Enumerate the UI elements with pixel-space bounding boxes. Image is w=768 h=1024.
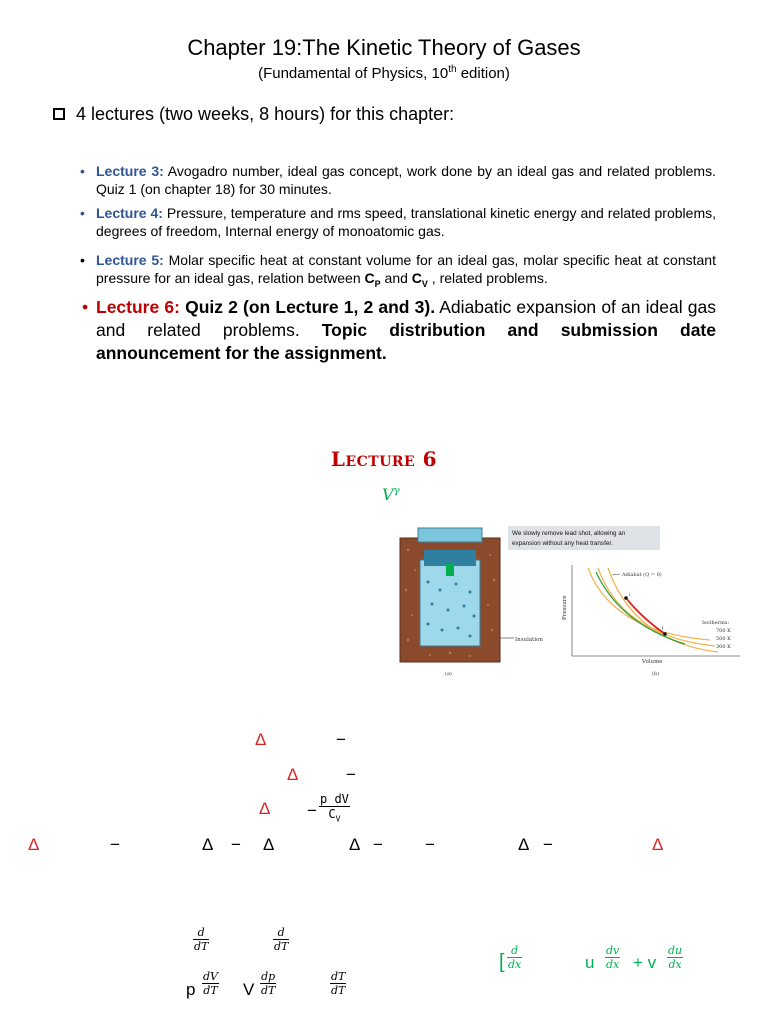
- lecture-item: [80, 162, 716, 198]
- bullet-icon: •: [80, 252, 85, 268]
- v-gamma-formula: $V^\gamma$: [382, 485, 400, 504]
- delta-symbol: Δ: [259, 799, 271, 818]
- delta-symbol: Δ: [652, 835, 664, 854]
- point-i: [624, 596, 628, 600]
- dv-over-dx: $\frac{dv}{dx}$: [606, 944, 620, 971]
- lecture-item: [80, 204, 716, 240]
- d-over-dx: $\frac{d}{dx}$: [508, 944, 522, 971]
- minus-symbol: −: [110, 835, 120, 854]
- adiabatic-expansion-figure: [390, 520, 750, 685]
- delta-symbol: Δ: [287, 765, 299, 784]
- adiabat-curve: [596, 572, 685, 644]
- lecture-text: Pressure, temperature and rms speed, translational kinetic energy and related problems, degrees of freedom, Internal energy of monoatomic gas.: [96, 205, 716, 239]
- dT-over-dT: $\frac{dT}{dT}$: [331, 970, 346, 997]
- isotherms-label: Isotherms:: [702, 620, 730, 626]
- minus-symbol: −: [307, 801, 317, 820]
- bullet-icon: •: [80, 205, 85, 221]
- lecture-label: Lecture 3:: [96, 163, 164, 179]
- isotherm-label-500: 500 K: [716, 636, 731, 642]
- minus-symbol: −: [231, 835, 241, 854]
- minus-symbol: −: [336, 730, 346, 749]
- lecture-text: Avogadro number, ideal gas concept, work done by an ideal gas and related problems. Quiz 1 (on chapter 18) for 30 minutes.: [96, 163, 716, 197]
- lecture-text-tail: , related problems.: [427, 270, 548, 286]
- adiabat-label: Adiabat (Q = 0): [622, 572, 662, 578]
- plus-v-symbol: + v: [633, 953, 657, 972]
- u-symbol: u: [585, 953, 595, 972]
- intro-line: 4 lectures (two weeks, 8 hours) for this chapter:: [76, 104, 455, 124]
- v-symbol: V: [243, 980, 255, 999]
- delta-symbol: Δ: [518, 835, 530, 854]
- section-heading: Lecture 6: [330, 447, 438, 471]
- subtitle-text: (Fundamental of Physics, 10: [258, 65, 449, 82]
- cv-symbol: $C_V$: [411, 270, 428, 289]
- lecture-label: Lecture 6:: [96, 297, 180, 317]
- page-subtitle: [0, 64, 768, 82]
- lecture-item-6: [82, 296, 717, 365]
- checkbox-bullet-icon: [53, 108, 65, 120]
- svg-text:f: f: [662, 626, 664, 631]
- bracket-symbol: [: [499, 951, 505, 973]
- subtitle-sup: th: [448, 64, 457, 75]
- dV-over-dT: $\frac{dV}{dT}$: [203, 970, 218, 997]
- delta-symbol: Δ: [202, 835, 214, 854]
- cylinder-diagram: [400, 528, 514, 662]
- isotherm-label-700: 700 K: [716, 628, 731, 634]
- lecture-label: Lecture 4:: [96, 205, 163, 221]
- p-symbol: p: [186, 980, 196, 999]
- figure-label-b: (b): [652, 671, 660, 677]
- lecture-label: Lecture 5:: [96, 252, 164, 268]
- delta-symbol: Δ: [28, 835, 40, 854]
- pv-diagram: [562, 565, 740, 677]
- bullet-icon: •: [80, 163, 85, 179]
- page-title: Chapter 19:The Kinetic Theory of Gases: [187, 35, 581, 60]
- quiz-text: Quiz 2 (on Lecture 1, 2 and 3).: [179, 297, 436, 317]
- du-over-dx: $\frac{du}{dx}$: [668, 944, 683, 971]
- minus-symbol: −: [346, 765, 356, 784]
- minus-symbol: −: [543, 835, 553, 854]
- insulation-label: Insulation: [515, 637, 543, 643]
- svg-text:i: i: [629, 592, 630, 597]
- point-f: [663, 632, 667, 636]
- cp-symbol: $C_P$: [364, 270, 381, 289]
- pdv-over-cv-fraction: $\frac{\text{p dV}}{C_V}$: [320, 792, 349, 824]
- lecture-text: Molar specific heat at constant volume for an ideal gas, molar specific heat at constant pressure for an ideal gas, relation between: [96, 252, 716, 286]
- d-over-dT: $\frac{d}{dT}$: [194, 926, 209, 953]
- isotherm-label-300: 300 K: [716, 644, 731, 650]
- delta-symbol: Δ: [255, 730, 267, 749]
- minus-symbol: −: [425, 835, 435, 854]
- assignment-text: Topic distribution and submission date announcement for the assignment.: [96, 320, 716, 363]
- lecture-text: Adiabatic expansion of an ideal gas and related problems.: [96, 297, 717, 340]
- dp-over-dT: $\frac{dp}{dT}$: [261, 970, 276, 997]
- delta-symbol: Δ: [263, 835, 275, 854]
- delta-symbol: Δ: [349, 835, 361, 854]
- bullet-icon: •: [82, 297, 89, 317]
- y-axis-label: Pressure: [562, 595, 568, 620]
- lecture-item: • Lecture 5: Molar specific heat at constant volume for an ideal gas, molar specific heat at constant pressure for an ideal gas, relation between $C_P$ and $C_V$ , related problems.: [80, 252, 716, 289]
- subtitle-post: edition): [456, 65, 510, 82]
- figure-caption-line1: We slowly remove lead shot, allowing an: [512, 530, 626, 537]
- x-axis-label: Volume: [642, 659, 663, 665]
- figure-caption-line2: expansion without any heat transfer.: [512, 540, 613, 547]
- figure-label-a: (a): [445, 671, 452, 677]
- minus-symbol: −: [373, 835, 383, 854]
- d-over-dT: $\frac{d}{dT}$: [274, 926, 289, 953]
